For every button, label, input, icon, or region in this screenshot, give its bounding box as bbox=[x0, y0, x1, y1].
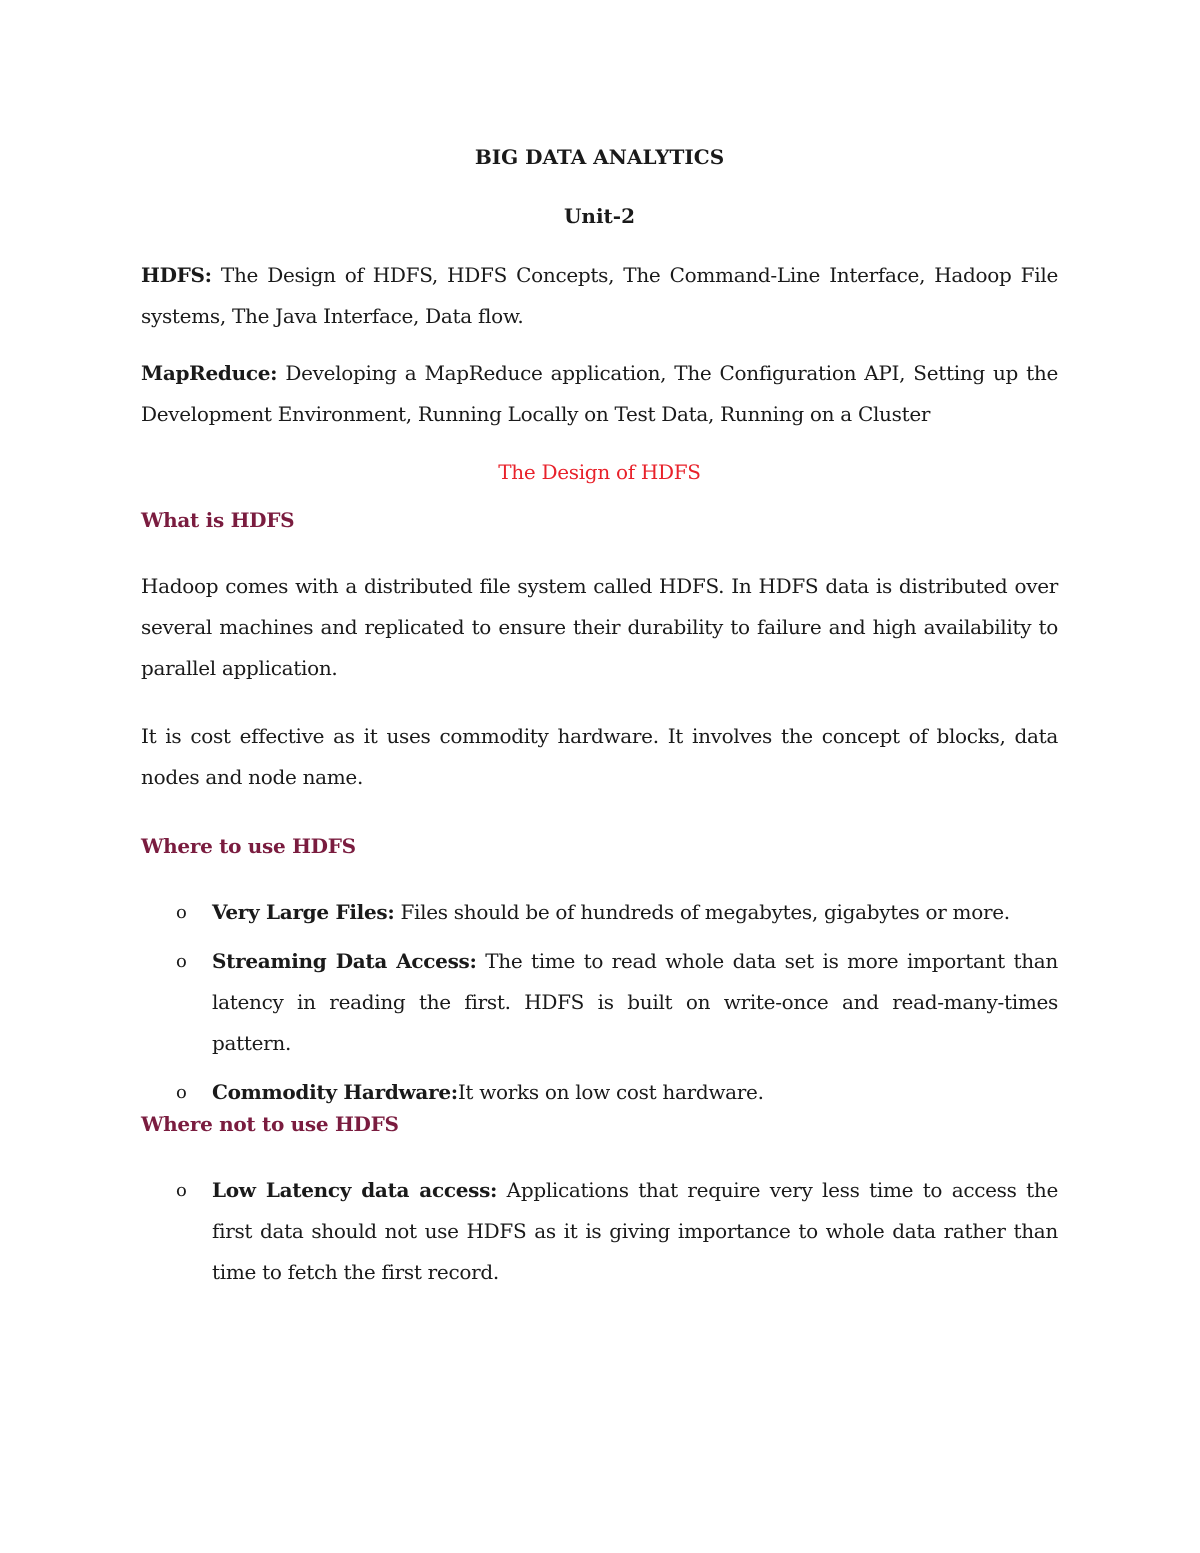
mapreduce-topics-paragraph bbox=[141, 353, 1058, 435]
mapreduce-topics-text: Developing a MapReduce application, The Configuration API, Setting up the Development Environment, Running Locally on Test Data, Running on a Cluster bbox=[141, 361, 1058, 426]
bullet-icon: o bbox=[176, 902, 187, 923]
mapreduce-topics-label: MapReduce: bbox=[141, 361, 278, 385]
document-title: BIG DATA ANALYTICS bbox=[474, 145, 725, 169]
item-text: Applications that require very less time to access the first data should not use HDFS as it is giving importance to whole data rather than time to fetch the first record. bbox=[212, 1178, 1058, 1284]
list-item bbox=[141, 941, 1058, 1064]
hdfs-topics-label: HDFS: bbox=[141, 263, 212, 287]
what-is-hdfs-heading: What is HDFS bbox=[141, 508, 295, 532]
bullet-icon: o bbox=[176, 1180, 187, 1201]
hdfs-topics-paragraph bbox=[141, 255, 1058, 337]
item-label: Very Large Files: bbox=[212, 900, 395, 924]
item-text: Files should be of hundreds of megabytes, gigabytes or more. bbox=[394, 900, 1010, 924]
item-label: Low Latency data access: bbox=[212, 1178, 498, 1202]
where-to-use-heading: Where to use HDFS bbox=[141, 834, 356, 858]
list-item bbox=[141, 1170, 1058, 1293]
hdfs-topics-text: The Design of HDFS, HDFS Concepts, The Command-Line Interface, Hadoop File systems, The Java Interface, Data flow. bbox=[141, 263, 1058, 328]
list-item bbox=[141, 892, 1058, 933]
bullet-icon: o bbox=[176, 1082, 187, 1103]
what-is-paragraph-2: It is cost effective as it uses commodity hardware. It involves the concept of blocks, data nodes and node name. bbox=[141, 724, 1058, 789]
unit-label: Unit-2 bbox=[563, 204, 636, 228]
where-not-to-use-heading: Where not to use HDFS bbox=[141, 1112, 399, 1136]
list-item bbox=[141, 1072, 1058, 1113]
item-text: It works on low cost hardware. bbox=[457, 1080, 764, 1104]
bullet-icon: o bbox=[176, 951, 187, 972]
item-label: Commodity Hardware: bbox=[212, 1080, 458, 1104]
item-text: The time to read whole data set is more important than latency in reading the first. HDFS is built on write-once and read-many-times pattern. bbox=[212, 949, 1059, 1055]
where-not-to-use-list bbox=[141, 1170, 1058, 1301]
item-label: Streaming Data Access: bbox=[212, 949, 477, 973]
where-to-use-list bbox=[141, 892, 1058, 1121]
what-is-paragraph-1: Hadoop comes with a distributed file system called HDFS. In HDFS data is distributed over several machines and replicated to ensure their durability to failure and high availability to parallel application. bbox=[141, 574, 1058, 680]
section-title: The Design of HDFS bbox=[498, 460, 701, 484]
